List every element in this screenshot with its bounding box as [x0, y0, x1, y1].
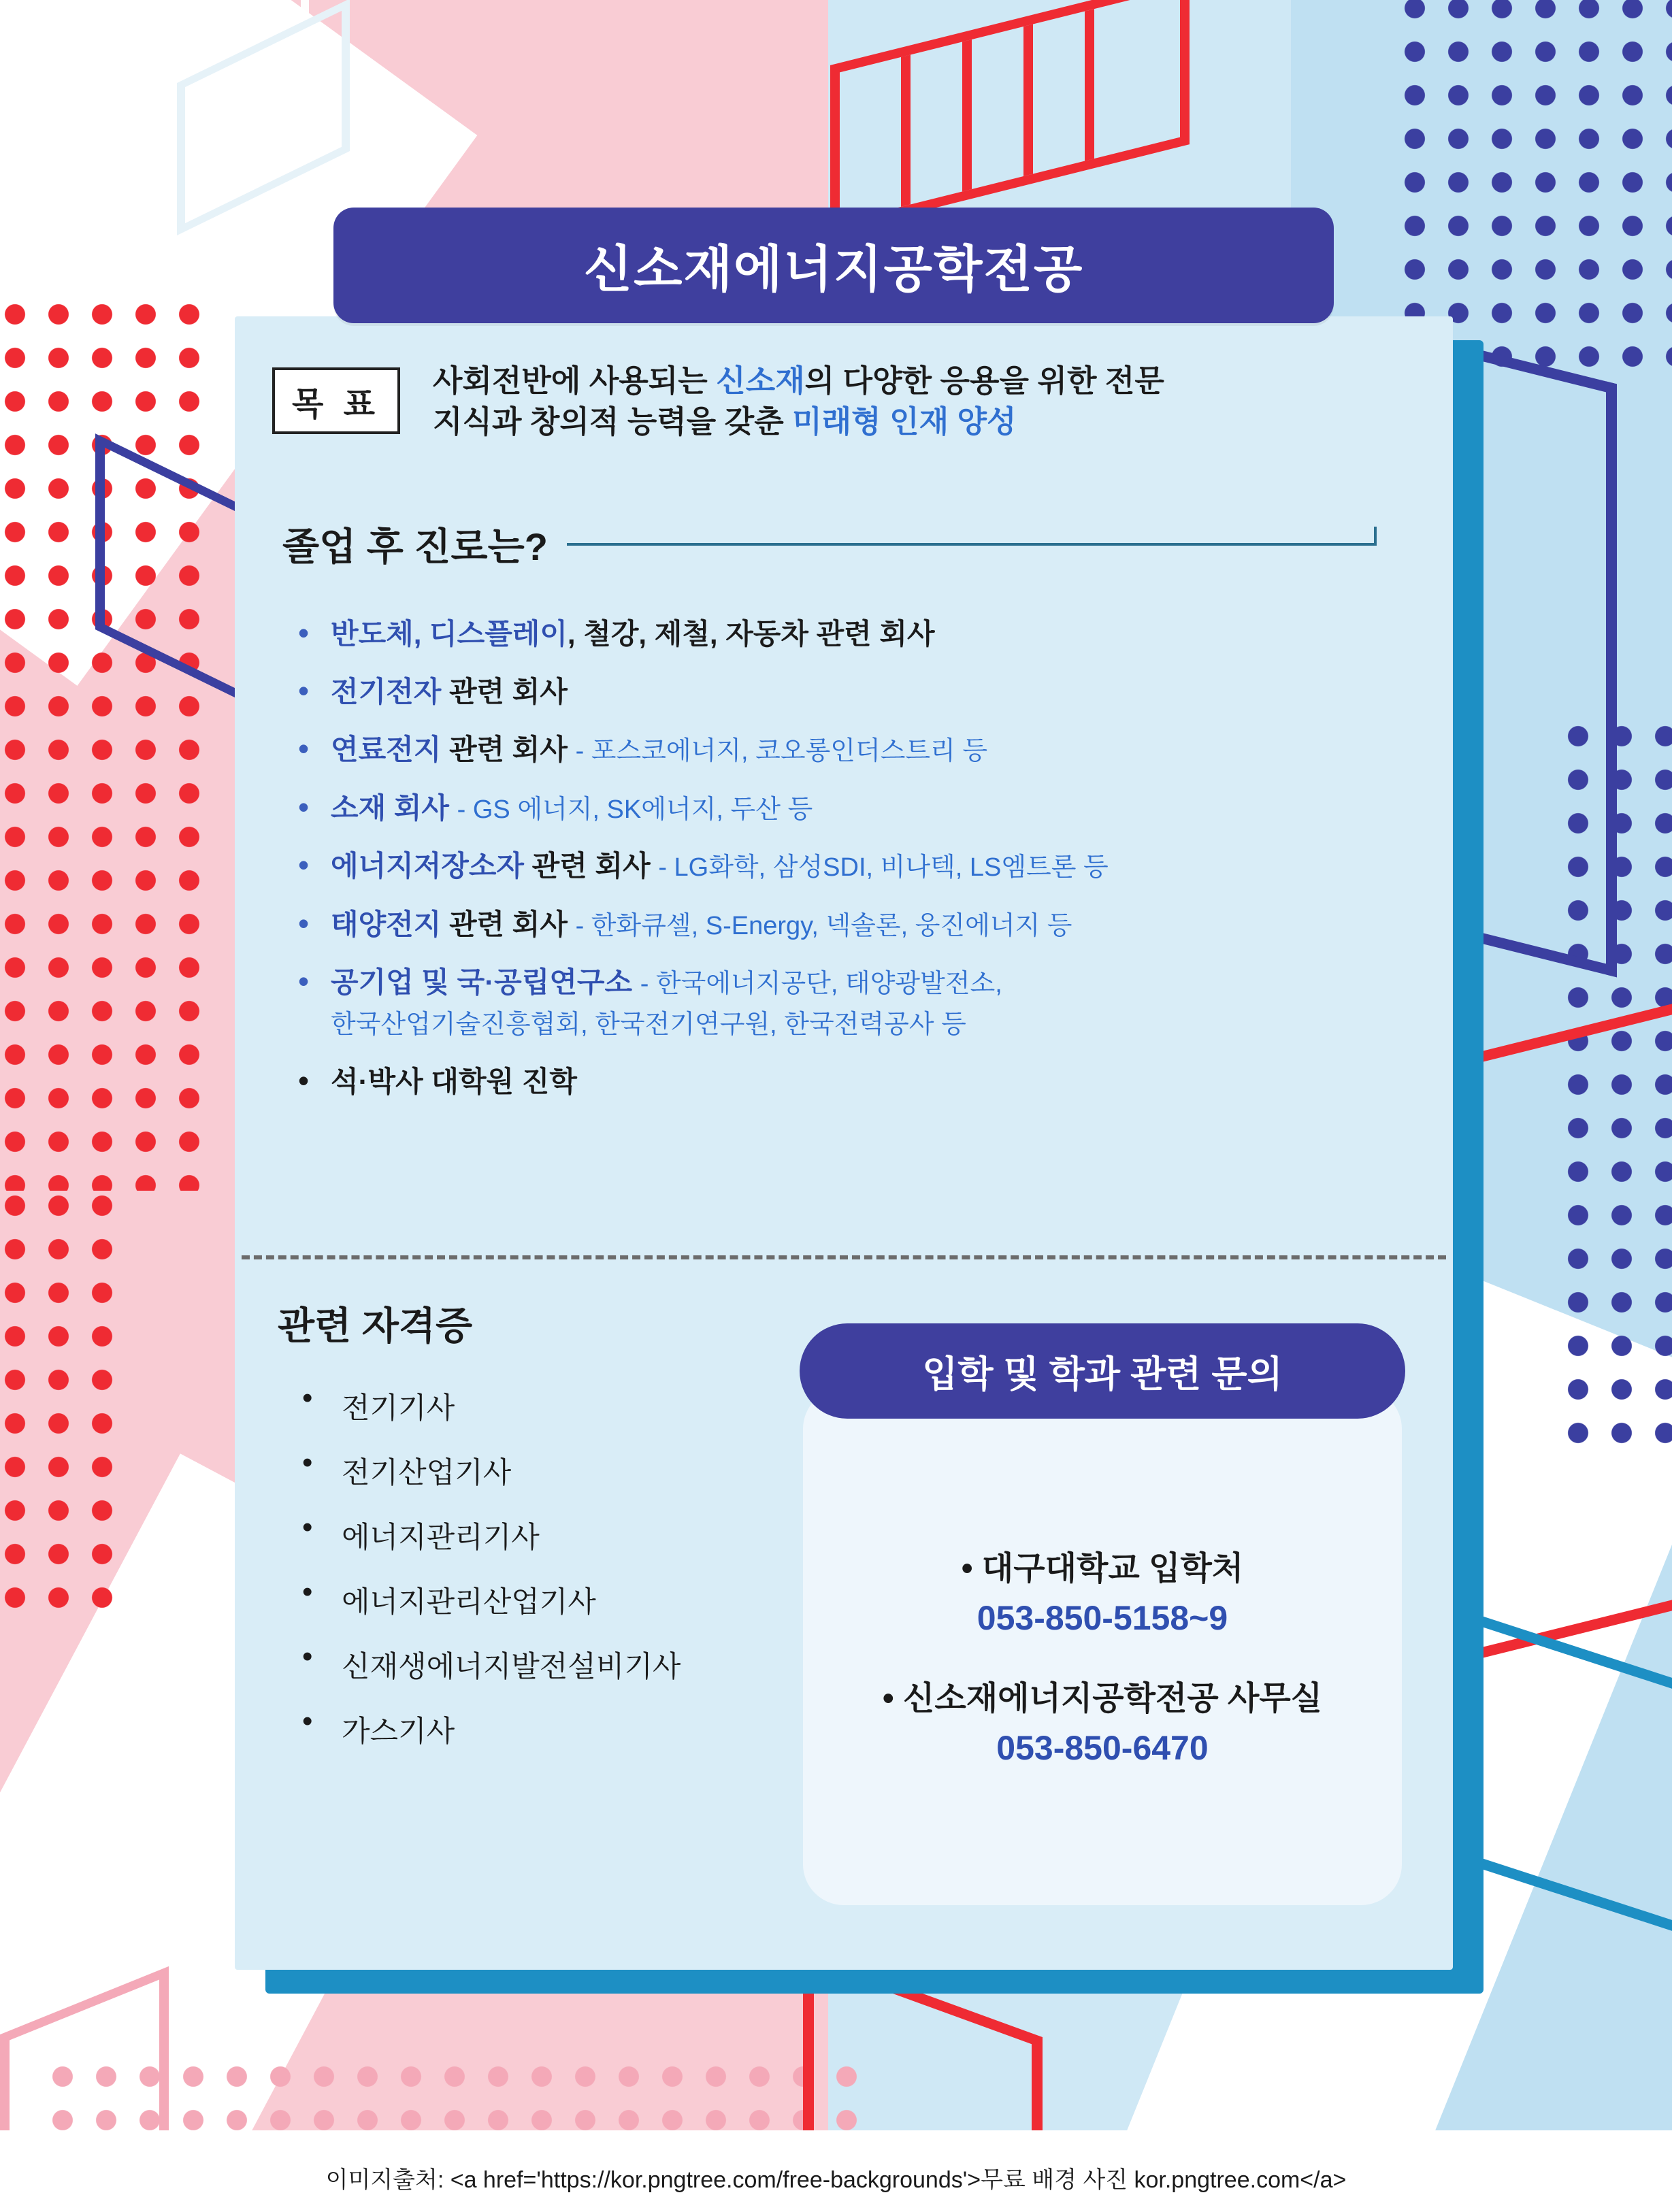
- career-item-bold: , 철강, 제철, 자동차 관련 회사: [567, 618, 935, 650]
- page-title: [333, 208, 1334, 323]
- contact-label-admissions: • 대구대학교 입학처: [961, 1551, 1244, 1587]
- list-item: • 전기기사: [279, 1385, 810, 1427]
- list-item: • 전기산업기사: [279, 1450, 810, 1491]
- career-item-key: 태양전지: [331, 908, 442, 940]
- goal-text-line-1: [433, 361, 1164, 401]
- career-item-key: 에너지저장소자: [331, 850, 525, 882]
- contact-label-department: • 신소재에너지공학전공 사무실: [882, 1681, 1323, 1717]
- section-divider: [242, 1255, 1446, 1259]
- goal-line2-highlight: 미래형 인재 양성: [792, 403, 1017, 439]
- goal-line1-post: 의 다양한 응용을 위한 전문: [804, 363, 1164, 398]
- list-item: [279, 791, 1463, 825]
- certificates-heading-text: 관련 자격증: [278, 1304, 473, 1347]
- list-item: [279, 965, 1463, 1041]
- career-item-sub: - GS 에너지, SK에너지, 두산 등: [457, 795, 813, 824]
- goal-section: [272, 361, 1429, 442]
- career-item-bold: 관련 회사: [524, 850, 659, 882]
- goal-badge: 목 표: [272, 367, 400, 434]
- career-item-continuation: 한국산업기술진흥협회, 한국전기연구원, 한국전력공사 등: [331, 1010, 966, 1040]
- list-item: [279, 732, 1463, 767]
- list-item: [279, 616, 1463, 651]
- career-item-sub: - LG화학, 삼성SDI, 비나텍, LS엠트론 등: [658, 853, 1109, 882]
- goal-line1-pre: 사회전반에 사용되는: [433, 363, 717, 398]
- career-item-bold: 관련 회사: [441, 733, 576, 766]
- list-item: [279, 848, 1463, 883]
- career-item-key: 공기업 및 국·공립연구소: [331, 965, 640, 998]
- career-item-key: 전기전자: [331, 676, 442, 708]
- list-item: • 신재생에너지발전설비기사: [279, 1644, 810, 1685]
- career-heading-text: 졸업 후 진로는?: [282, 525, 548, 568]
- goal-line2-pre: 지식과 창의적 능력을 갖춘: [433, 403, 793, 439]
- contact-number-admissions: 053-850-5158~9: [977, 1599, 1228, 1637]
- list-item: • 에너지관리산업기사: [279, 1579, 810, 1621]
- career-heading-rule-tick: [1374, 527, 1377, 546]
- list-item: [279, 1064, 1463, 1099]
- list-item: [279, 674, 1463, 709]
- list-item: [279, 907, 1463, 942]
- contact-number-department: 053-850-6470: [996, 1729, 1209, 1767]
- certificates-list: [252, 1385, 810, 1773]
- list-item: • 가스기사: [279, 1708, 810, 1750]
- page-title-text: 신소재에너지공학전공: [583, 241, 1084, 297]
- goal-text: [433, 361, 1164, 442]
- career-item-key: 반도체, 디스플레이: [331, 618, 568, 650]
- goal-text-line-2: [433, 401, 1164, 442]
- dot-pattern-red-lower: [0, 1184, 129, 1619]
- dot-pattern-red: [0, 293, 218, 1191]
- certificates-section-heading: [278, 1296, 472, 1351]
- career-item-key: 소재 회사: [331, 791, 457, 824]
- career-heading-rule: [567, 543, 1377, 546]
- career-item-last: 석·박사 대학원 진학: [331, 1065, 577, 1097]
- image-source-credit: 이미지출처: <a href='https://kor.pngtree.com/free-backgrounds'>무료 배경 사진 kor.pngtree.com</a>: [325, 2167, 1347, 2193]
- career-item-sub: - 포스코에너지, 코오롱인더스트리 등: [575, 737, 988, 766]
- career-item-sub: - 한국에너지공단, 태양광발전소,: [640, 969, 1002, 998]
- goal-line1-highlight: 신소재: [716, 363, 805, 398]
- contact-panel: [803, 1388, 1402, 1905]
- career-item-key: 연료전지: [331, 733, 442, 766]
- career-item-bold: 관련 회사: [441, 676, 568, 708]
- list-item: • 에너지관리기사: [279, 1515, 810, 1556]
- career-item-sub: - 한화큐셀, S-Energy, 넥솔론, 웅진에너지 등: [575, 911, 1072, 940]
- career-item-bold: 관련 회사: [441, 908, 576, 940]
- contact-section-heading: [800, 1323, 1405, 1419]
- career-list: [252, 616, 1463, 1122]
- contact-heading-text: 입학 및 학과 관련 문의: [922, 1353, 1283, 1395]
- career-section-heading: [282, 517, 1412, 572]
